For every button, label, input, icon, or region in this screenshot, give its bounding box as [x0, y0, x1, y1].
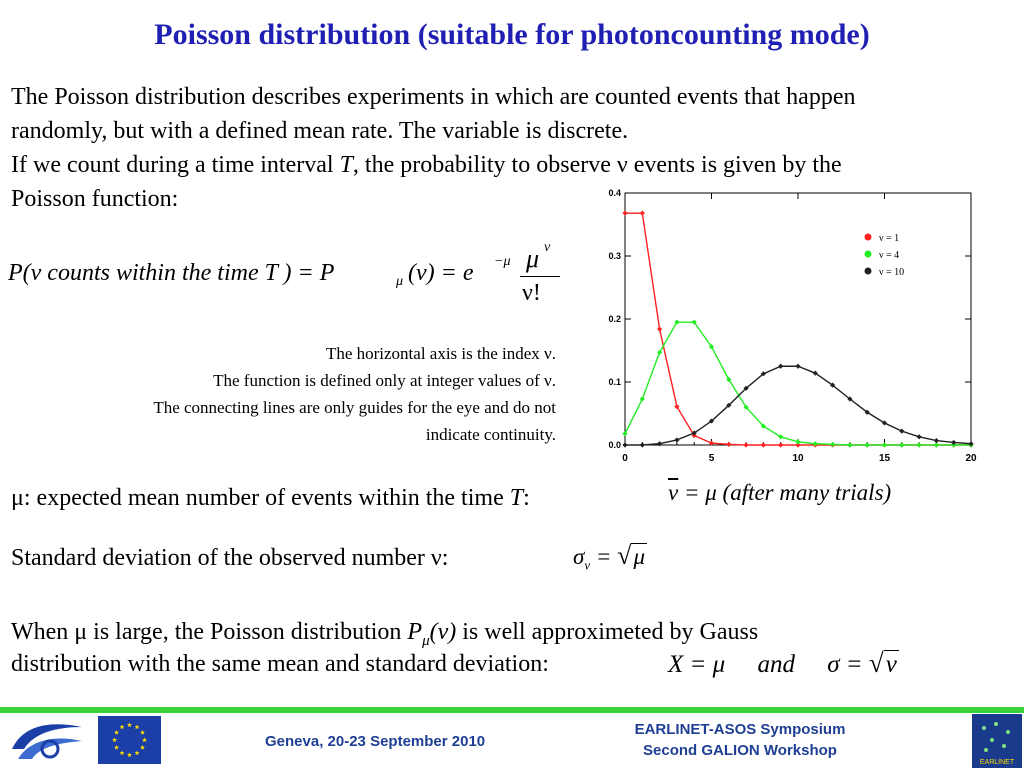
equals: =: [590, 544, 618, 569]
earlinet-logo-text: EARLINET: [979, 759, 1015, 766]
data-point: [657, 441, 662, 446]
data-point: [778, 442, 783, 447]
intro-text: If we count during a time interval: [11, 152, 340, 178]
x-tick-label: 10: [792, 453, 804, 464]
earlinet-logo: [972, 714, 1022, 768]
gauss-text: is well approximeted by Gauss: [456, 619, 759, 645]
y-tick-label: 0.3: [608, 251, 621, 261]
data-point: [640, 442, 645, 447]
data-point: [778, 364, 783, 369]
y-tick-label: 0.0: [608, 440, 621, 450]
intro-line-3: [11, 148, 842, 182]
footer: [0, 713, 1024, 768]
data-point: [795, 439, 800, 444]
data-point: [934, 438, 939, 443]
nu-bar: $\overline{\nu}$: [668, 480, 679, 505]
note-line: The connecting lines are only guides for the eye and do not: [153, 398, 556, 417]
x-tick-label: 20: [965, 453, 977, 464]
formula-numerator-sup: ν: [544, 240, 551, 255]
gauss-P: P: [407, 619, 423, 645]
series-line: [625, 213, 971, 445]
sqrt-radicand: μ: [633, 544, 645, 569]
data-point: [830, 442, 835, 447]
note-line: The horizontal axis is the index ν.: [325, 344, 556, 363]
formula-lhs: P(ν counts within the time T ) = P: [8, 260, 335, 286]
mean-colon: :: [523, 485, 530, 511]
data-point: [882, 442, 887, 447]
intro-line-1: The Poisson distribution describes experiments in which are counted events that happen: [11, 84, 856, 110]
data-point: [640, 211, 645, 216]
data-point: [726, 442, 731, 447]
formula-denominator: ν!: [522, 280, 541, 306]
eu-flag-icon: [98, 716, 161, 764]
y-tick-label: 0.2: [608, 314, 621, 324]
data-point: [917, 442, 922, 447]
legend-marker: [865, 268, 872, 275]
mean-formula-rest: = μ (after many trials): [678, 480, 892, 505]
std-line: Standard deviation of the observed number ν:: [11, 545, 449, 571]
gauss-formula-b: σ =: [827, 651, 869, 678]
data-point: [622, 442, 627, 447]
poisson-chart: [595, 185, 985, 470]
sigma-sub: ν: [584, 557, 591, 573]
fp6-logo: [4, 719, 88, 763]
x-tick-label: 5: [708, 453, 715, 464]
gauss-formula: [668, 648, 899, 679]
data-point: [917, 434, 922, 439]
mean-formula: [668, 480, 891, 506]
data-point: [674, 437, 679, 442]
legend-label: ν = 1: [879, 233, 900, 244]
data-point: [899, 429, 904, 434]
std-formula: [573, 541, 647, 574]
data-point: [657, 326, 662, 331]
gauss-P-arg: (ν): [429, 619, 457, 645]
data-point: [622, 211, 627, 216]
y-tick-label: 0.4: [608, 188, 621, 198]
slide-title: Poisson distribution (suitable for photoncounting mode): [154, 18, 870, 51]
formula-exp: −μ: [494, 254, 511, 269]
series-line: [625, 322, 971, 445]
footer-symposium: EARLINET-ASOS Symposium: [634, 721, 846, 738]
intro-line-2: randomly, but with a defined mean rate. The variable is discrete.: [11, 118, 629, 144]
gauss-P-sub: μ: [422, 632, 430, 649]
data-point: [899, 442, 904, 447]
data-point: [640, 396, 645, 401]
sqrt-symbol: √: [868, 648, 884, 678]
formula-nu-paren: (ν) = e: [408, 260, 474, 286]
data-point: [744, 442, 749, 447]
footer-workshop: Second GALION Workshop: [643, 742, 837, 759]
x-tick-label: 0: [622, 453, 628, 464]
footer-date: Geneva, 20-23 September 2010: [265, 733, 486, 750]
legend-label: ν = 4: [879, 250, 900, 261]
gauss-line-2: distribution with the same mean and standard deviation:: [11, 651, 549, 677]
mean-text: μ: expected mean number of events within the time: [11, 485, 510, 511]
note-line: The function is defined only at integer values of ν.: [213, 371, 556, 390]
gauss-formula-a: X = μ: [668, 651, 726, 678]
mean-line: [11, 481, 530, 515]
intro-T: T: [339, 152, 353, 178]
fraction-bar: [520, 276, 560, 277]
intro-line-4: Poisson function:: [11, 186, 179, 212]
legend-marker: [865, 251, 872, 258]
sqrt-radicand: ν: [885, 651, 897, 678]
mean-T: T: [509, 485, 524, 511]
data-point: [865, 442, 870, 447]
gauss-formula-and: and: [757, 651, 795, 678]
legend-label: ν = 10: [879, 267, 905, 278]
sigma: σ: [573, 544, 585, 569]
poisson-formula: [8, 238, 568, 318]
data-point: [847, 442, 852, 447]
x-tick-label: 15: [878, 453, 891, 464]
data-point: [795, 364, 800, 369]
data-point: [761, 442, 766, 447]
intro-text: , the probability to observe ν events is given by the: [352, 152, 842, 178]
sqrt-symbol: √: [617, 541, 632, 570]
legend-marker: [865, 234, 872, 241]
formula-sub-mu: μ: [396, 274, 404, 289]
data-point: [622, 431, 627, 436]
gauss-text: When μ is large, the Poisson distribution: [11, 619, 408, 645]
y-tick-label: 0.1: [608, 377, 621, 387]
formula-numerator: μ: [526, 244, 540, 273]
note-line: indicate continuity.: [425, 425, 556, 444]
